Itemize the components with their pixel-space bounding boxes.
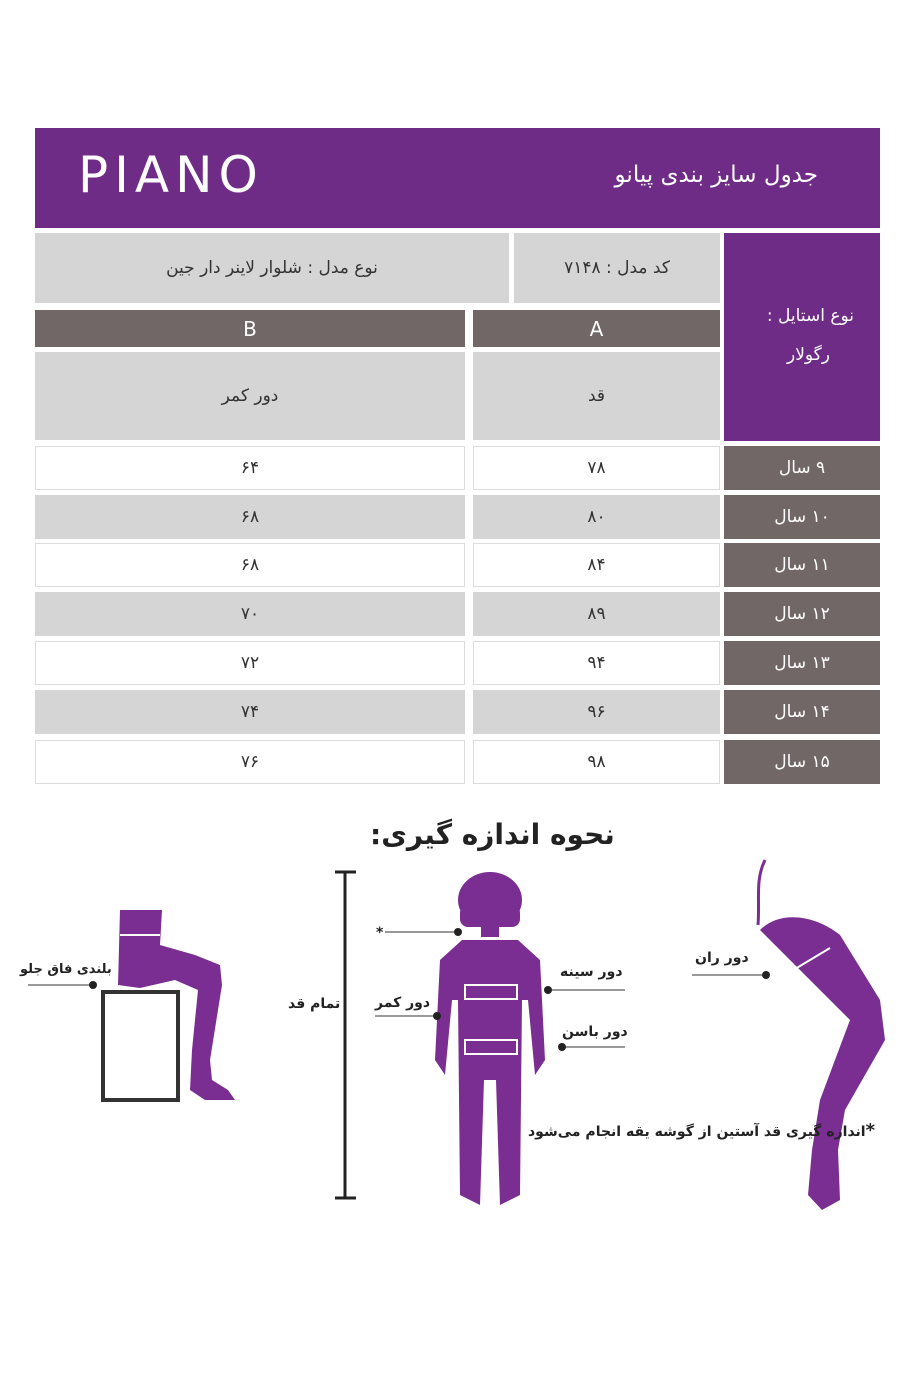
style-cell (724, 233, 880, 441)
row-2-b: ۶۸ (35, 495, 465, 539)
row-5-age: ۱۳ سال (724, 641, 880, 685)
note-text: اندازه گیری قد آستین از گوشه یقه انجام می‌شود (528, 1124, 866, 1140)
note-star: * (865, 1120, 876, 1141)
row-3-b: ۶۸ (35, 543, 465, 587)
full-height-label: تمام قد (288, 996, 341, 1012)
style-value: رگولار (787, 345, 830, 365)
row-7-b: ۷۶ (35, 740, 465, 784)
model-code-cell: کد مدل : ۷۱۴۸ (514, 233, 720, 303)
measurement-illustrations (0, 850, 910, 1230)
column-b-name: دور کمر (35, 352, 465, 440)
row-2-a: ۸۰ (473, 495, 720, 539)
chest-label: دور سینه (560, 964, 623, 980)
collar-star-label: * (376, 925, 384, 941)
pointer-dots (89, 928, 770, 1051)
brand-logo: PIANO (78, 146, 264, 204)
model-type-cell: نوع مدل : شلوار لاینر دار جین (35, 233, 509, 303)
style-label: نوع استایل : (766, 306, 854, 326)
row-5-b: ۷۲ (35, 641, 465, 685)
leg-figure-icon (758, 860, 885, 1210)
column-b-header: B (35, 310, 465, 347)
guide-title: نحوه اندازه گیری: (370, 818, 615, 851)
seated-figure-icon (103, 910, 235, 1100)
row-1-b: ۶۴ (35, 446, 465, 490)
row-7-a: ۹۸ (473, 740, 720, 784)
row-1-age: ۹ سال (724, 446, 880, 490)
row-6-a: ۹۶ (473, 690, 720, 734)
row-1-a: ۷۸ (473, 446, 720, 490)
row-6-age: ۱۴ سال (724, 690, 880, 734)
waist-label: دور کمر (375, 995, 431, 1011)
row-3-age: ۱۱ سال (724, 543, 880, 587)
height-ruler-icon (335, 872, 356, 1198)
row-5-a: ۹۴ (473, 641, 720, 685)
row-4-age: ۱۲ سال (724, 592, 880, 636)
front-rise-label: بلندی فاق جلو (20, 962, 112, 977)
row-4-a: ۸۹ (473, 592, 720, 636)
row-7-age: ۱۵ سال (724, 740, 880, 784)
column-a-header: A (473, 310, 720, 347)
row-4-b: ۷۰ (35, 592, 465, 636)
child-figure-icon (435, 872, 545, 1205)
hip-label: دور باسن (562, 1024, 628, 1040)
page-title: جدول سایز بندی پیانو (614, 162, 818, 188)
row-3-a: ۸۴ (473, 543, 720, 587)
thigh-label: دور ران (695, 950, 749, 966)
row-6-b: ۷۴ (35, 690, 465, 734)
sleeve-note (528, 1120, 875, 1141)
column-a-name: قد (473, 352, 720, 440)
row-2-age: ۱۰ سال (724, 495, 880, 539)
